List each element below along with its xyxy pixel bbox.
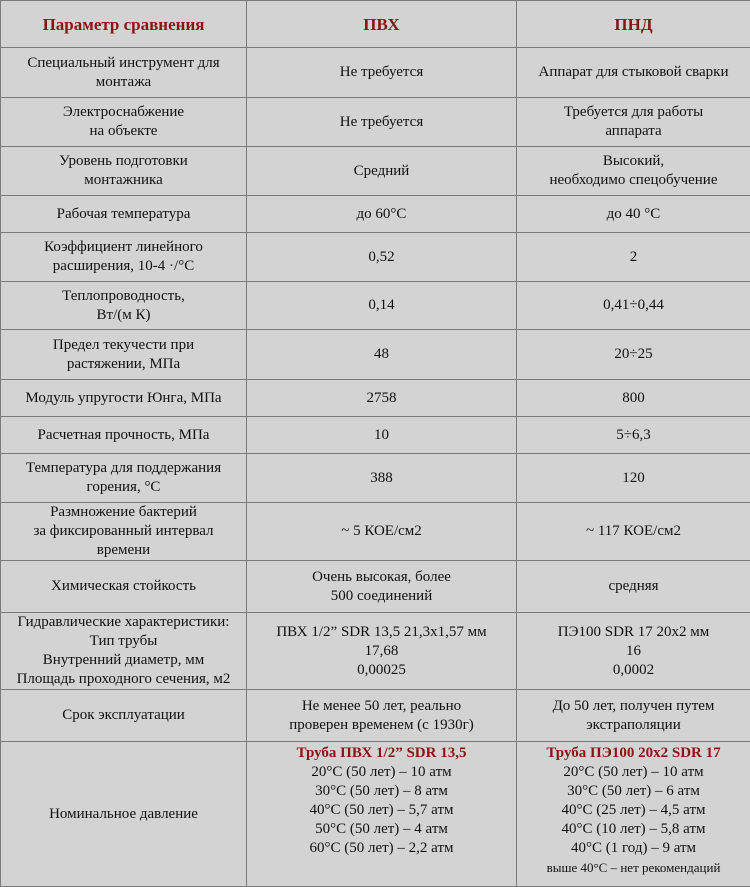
pnd-cell — [517, 147, 750, 196]
cell-line: Расчетная прочность, МПа — [5, 426, 242, 445]
cell-line: 10 — [251, 426, 512, 445]
header-param: Параметр сравнения — [1, 1, 247, 48]
pvc-cell — [247, 330, 517, 380]
cell-line: растяжении, МПа — [5, 355, 242, 374]
cell-line: монтажа — [5, 73, 242, 92]
cell-line: до 60°С — [251, 205, 512, 224]
cell-line: 50°С (50 лет) – 4 атм — [251, 820, 512, 839]
cell-line: 60°С (50 лет) – 2,2 атм — [251, 839, 512, 858]
param-cell — [1, 196, 247, 233]
pvc-cell — [247, 48, 517, 98]
pvc-cell — [247, 196, 517, 233]
param-cell — [1, 233, 247, 282]
cell-line: 800 — [521, 389, 746, 408]
param-cell — [1, 48, 247, 98]
cell-line: за фиксированный интервал — [5, 522, 242, 541]
cell-line: Внутренний диаметр, мм — [5, 651, 242, 670]
cell-line: До 50 лет, получен путем — [521, 697, 746, 716]
cell-line: расширения, 10-4 ·/°С — [5, 257, 242, 276]
cell-line: Уровень подготовки — [5, 152, 242, 171]
cell-line: 17,68 — [251, 642, 512, 661]
cell-line: ~ 117 КОЕ/см2 — [521, 522, 746, 541]
cell-line: Номинальное давление — [5, 805, 242, 824]
table-row-lifetime — [1, 690, 750, 742]
param-cell — [1, 282, 247, 330]
pnd-cell — [517, 561, 750, 613]
cell-line: 30°С (50 лет) – 6 атм — [521, 782, 746, 801]
cell-line: ПВХ 1/2” SDR 13,5 21,3х1,57 мм — [251, 623, 512, 642]
table-row — [1, 503, 750, 561]
param-cell — [1, 454, 247, 503]
cell-line: 5÷6,3 — [521, 426, 746, 445]
param-cell — [1, 503, 247, 561]
table-row — [1, 48, 750, 98]
cell-line: Площадь проходного сечения, м2 — [5, 670, 242, 689]
cell-line: времени — [5, 541, 242, 560]
pnd-cell — [517, 330, 750, 380]
cell-line: 388 — [251, 469, 512, 488]
table-row — [1, 98, 750, 147]
cell-line: 500 соединений — [251, 587, 512, 606]
param-cell — [1, 613, 247, 690]
table-row — [1, 454, 750, 503]
cell-line: 48 — [251, 345, 512, 364]
cell-line: 20÷25 — [521, 345, 746, 364]
cell-line: Не требуется — [251, 63, 512, 82]
cell-line: Тип трубы — [5, 632, 242, 651]
table-row — [1, 147, 750, 196]
cell-line: Аппарат для стыковой сварки — [521, 63, 746, 82]
cell-line: необходимо спецобучение — [521, 171, 746, 190]
table-row-hydraulic — [1, 613, 750, 690]
table-row — [1, 233, 750, 282]
cell-line: Модуль упругости Юнга, МПа — [5, 389, 242, 408]
pvc-cell — [247, 503, 517, 561]
param-cell — [1, 380, 247, 417]
pvc-pipe-title: Труба ПВХ 1/2” SDR 13,5 — [251, 744, 512, 763]
cell-line: 2758 — [251, 389, 512, 408]
pvc-cell — [247, 233, 517, 282]
pvc-cell — [247, 380, 517, 417]
cell-line: Коэффициент линейного — [5, 238, 242, 257]
pnd-cell — [517, 380, 750, 417]
cell-line: 40°С (1 год) – 9 атм — [521, 839, 746, 858]
pvc-cell — [247, 282, 517, 330]
cell-line: экстраполяции — [521, 716, 746, 735]
header-row — [1, 1, 750, 48]
pvc-cell — [247, 147, 517, 196]
header-pnd: ПНД — [517, 1, 750, 48]
cell-line: Гидравлические характеристики: — [5, 613, 242, 632]
pnd-cell — [517, 503, 750, 561]
header-pvc: ПВХ — [247, 1, 517, 48]
param-cell — [1, 147, 247, 196]
pnd-note: выше 40°С – нет рекомендаций — [521, 858, 746, 877]
pnd-cell — [517, 742, 750, 887]
cell-line: Вт/(м К) — [5, 306, 242, 325]
param-cell — [1, 330, 247, 380]
pnd-cell — [517, 233, 750, 282]
cell-line: Высокий, — [521, 152, 746, 171]
pnd-cell — [517, 282, 750, 330]
param-cell — [1, 690, 247, 742]
cell-line: 20°С (50 лет) – 10 атм — [251, 763, 512, 782]
cell-line: монтажника — [5, 171, 242, 190]
cell-line: ~ 5 КОЕ/см2 — [251, 522, 512, 541]
pnd-cell — [517, 417, 750, 454]
cell-line: на объекте — [5, 122, 242, 141]
cell-line: 40°С (10 лет) – 5,8 атм — [521, 820, 746, 839]
param-cell — [1, 417, 247, 454]
cell-line: до 40 °С — [521, 205, 746, 224]
pvc-cell — [247, 690, 517, 742]
table-row — [1, 561, 750, 613]
cell-line: Размножение бактерий — [5, 503, 242, 522]
cell-line: Очень высокая, более — [251, 568, 512, 587]
cell-line: Специальный инструмент для — [5, 54, 242, 73]
param-cell — [1, 742, 247, 887]
table-row — [1, 417, 750, 454]
cell-line: 0,14 — [251, 296, 512, 315]
pvc-cell — [247, 613, 517, 690]
cell-line: Температура для поддержания — [5, 459, 242, 478]
pvc-cell — [247, 417, 517, 454]
pnd-pipe-title: Труба ПЭ100 20х2 SDR 17 — [521, 744, 746, 763]
param-cell — [1, 98, 247, 147]
cell-line: ПЭ100 SDR 17 20х2 мм — [521, 623, 746, 642]
table-row — [1, 330, 750, 380]
cell-line: горения, °С — [5, 478, 242, 497]
cell-line: 0,00025 — [251, 661, 512, 680]
pnd-cell — [517, 454, 750, 503]
table-row-pressure — [1, 742, 750, 887]
cell-line: Химическая стойкость — [5, 577, 242, 596]
pnd-cell — [517, 98, 750, 147]
cell-line: аппарата — [521, 122, 746, 141]
pvc-cell — [247, 454, 517, 503]
cell-line: 16 — [521, 642, 746, 661]
table-row — [1, 380, 750, 417]
cell-line: 0,0002 — [521, 661, 746, 680]
pnd-cell — [517, 613, 750, 690]
pvc-cell — [247, 98, 517, 147]
cell-line: Предел текучести при — [5, 336, 242, 355]
cell-line: средняя — [521, 577, 746, 596]
table-row — [1, 196, 750, 233]
pnd-cell — [517, 48, 750, 98]
cell-line: Не требуется — [251, 113, 512, 132]
cell-line: Не менее 50 лет, реально — [251, 697, 512, 716]
pvc-cell — [247, 742, 517, 887]
cell-line: 120 — [521, 469, 746, 488]
cell-line: Рабочая температура — [5, 205, 242, 224]
cell-line: Электроснабжение — [5, 103, 242, 122]
cell-line: Средний — [251, 162, 512, 181]
cell-line: 2 — [521, 248, 746, 267]
cell-line: 0,41÷0,44 — [521, 296, 746, 315]
cell-line: 40°С (50 лет) – 5,7 атм — [251, 801, 512, 820]
pnd-cell — [517, 196, 750, 233]
param-cell — [1, 561, 247, 613]
cell-line: Требуется для работы — [521, 103, 746, 122]
table-row — [1, 282, 750, 330]
cell-line: 40°С (25 лет) – 4,5 атм — [521, 801, 746, 820]
cell-line: Срок эксплуатации — [5, 706, 242, 725]
cell-line: 0,52 — [251, 248, 512, 267]
cell-line: 30°С (50 лет) – 8 атм — [251, 782, 512, 801]
pvc-cell — [247, 561, 517, 613]
pnd-cell — [517, 690, 750, 742]
cell-line: проверен временем (с 1930г) — [251, 716, 512, 735]
cell-line: Теплопроводность, — [5, 287, 242, 306]
cell-line: 20°С (50 лет) – 10 атм — [521, 763, 746, 782]
